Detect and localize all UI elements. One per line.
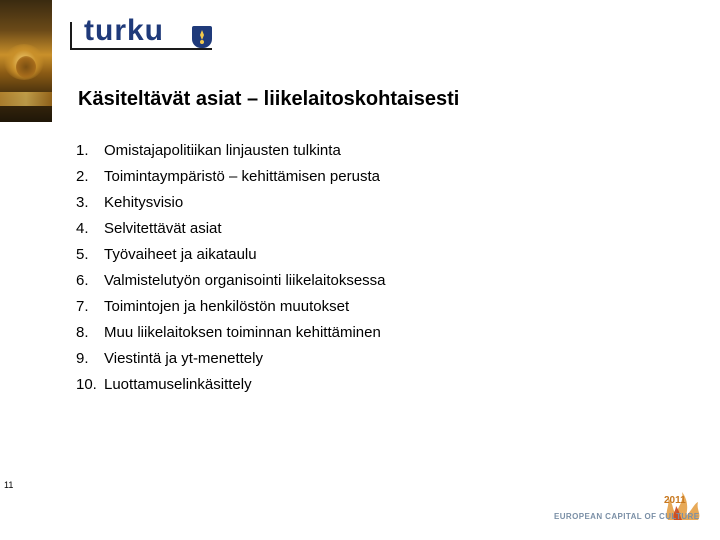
crest-icon xyxy=(192,26,212,48)
list-item: 7. Toimintojen ja henkilöstön muutokset xyxy=(76,298,350,315)
ecoc-tagline: EUROPEAN CAPITAL OF CULTURE xyxy=(554,512,700,521)
ecoc-year: 2011 xyxy=(664,495,686,506)
list-item: 10. Luottamuselinkäsittely xyxy=(76,376,252,393)
ecoc-logo xyxy=(554,490,718,530)
list-item: 6. Valmistelutyön organisointi liikelaitoksessa xyxy=(76,272,386,289)
list-item: 8. Muu liikelaitoksen toiminnan kehittäminen xyxy=(76,324,381,341)
list-item: 9. Viestintä ja yt-menettely xyxy=(76,350,263,367)
page-number: 11 xyxy=(4,480,14,490)
list-item: 2. Toimintaympäristö – kehittämisen perusta xyxy=(76,168,380,185)
list-item: 5. Työvaiheet ja aikataulu xyxy=(76,246,257,263)
agenda-list xyxy=(76,138,386,398)
list-item: 4. Selvitettävät asiat xyxy=(76,220,222,237)
corner-photo xyxy=(0,0,52,122)
logo-wordmark: turku xyxy=(84,14,164,47)
list-item: 3. Kehitysvisio xyxy=(76,194,184,211)
list-item: 1. Omistajapolitiikan linjausten tulkinta xyxy=(76,142,341,159)
slide-title: Käsiteltävät asiat – liikelaitoskohtaisesti xyxy=(78,88,460,110)
